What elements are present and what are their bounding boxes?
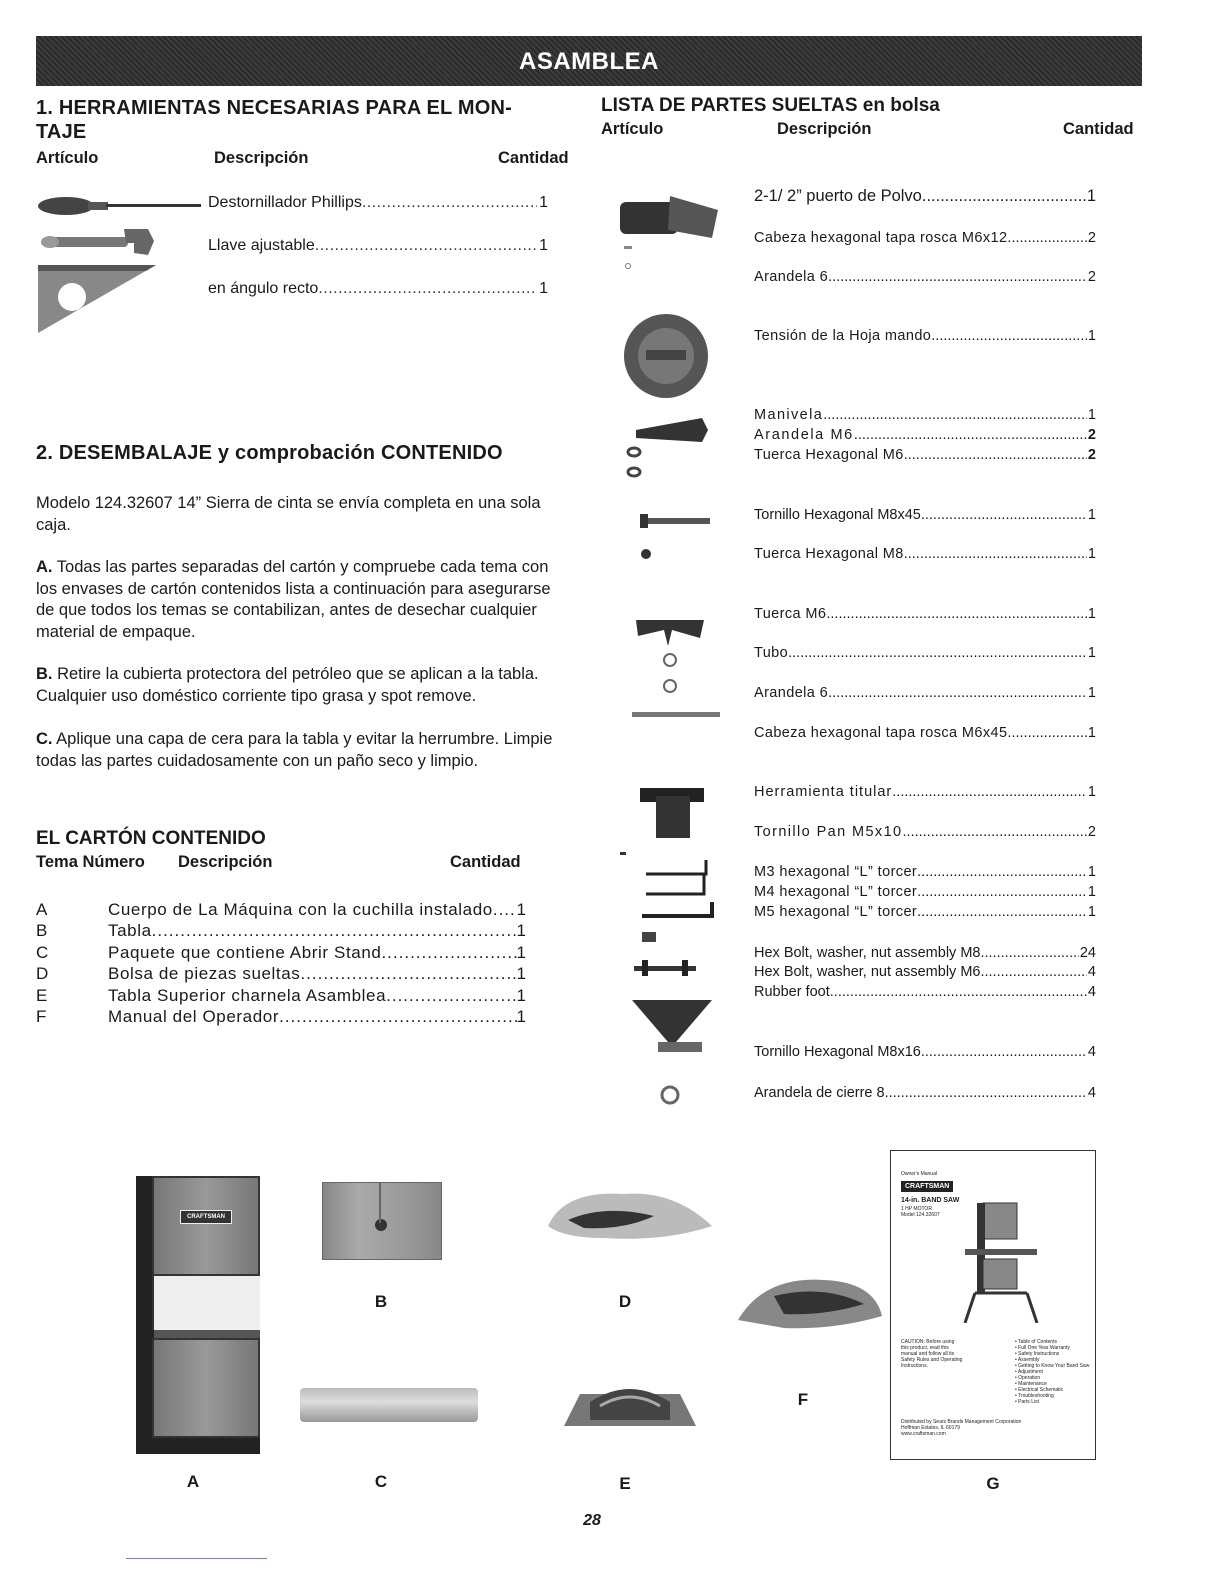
page-number: 28	[583, 1512, 601, 1529]
carton-row: F Manual del Operador ..... 1	[36, 1006, 526, 1027]
tools-list	[208, 194, 548, 323]
hex-bolt-icon	[640, 514, 710, 559]
parts-row: Arandela de cierre 8 ..... 4	[754, 1085, 1096, 1101]
manual-toc: • Table of Contents • Full One Year Warranty • Safety Instructions • Assembly • Getting to Know Your Band Saw • Adjustment • Operation • Maintenance • Electrical Schematic • Troubleshooting • Parts List	[1015, 1339, 1090, 1405]
parts-row: Arandela 6 ..... 2	[754, 269, 1096, 285]
parts-col-descripcion: Descripción	[777, 120, 872, 138]
crank-handle-icon	[628, 418, 708, 476]
parts-row: M4 hexagonal “L” torcer ..... 1	[754, 884, 1096, 900]
unpacking-section-title: 2. DESEMBALAJE y comprobación CONTENIDO	[36, 442, 503, 464]
tools-col-articulo: Artículo	[36, 149, 99, 167]
tool-row: Destornillador Phillips ..... 1	[208, 194, 548, 237]
parts-row: Manivela ..... 1	[754, 407, 1096, 423]
parts-row: Hex Bolt, washer, nut assembly M6 ..... 4	[754, 964, 1096, 980]
parts-row: Rubber foot ..... 4	[754, 984, 1096, 1000]
parts-row: Tensión de la Hoja mando ..... 1	[754, 328, 1096, 344]
tension-knob-icon	[624, 314, 708, 398]
tools-section-title	[36, 96, 512, 144]
parts-title: LISTA DE PARTES SUELTAS en bolsa	[601, 95, 940, 116]
bolt-assembly-icon	[634, 932, 696, 976]
carton-list	[36, 899, 526, 1027]
parts-row: Arandela M6 ..... 2	[754, 427, 1096, 443]
carton-row: C Paquete que contiene Abrir Stand ..... 1	[36, 942, 526, 963]
screwdriver-icon	[38, 197, 201, 215]
figure-label-e: E	[619, 1474, 631, 1493]
manual-product: 14-in. BAND SAW	[901, 1197, 960, 1204]
parts-row: Tornillo Hexagonal M8x16 ..... 4	[754, 1044, 1096, 1060]
parts-col-cantidad: Cantidad	[1063, 120, 1134, 138]
figure-label-c: C	[374, 1472, 388, 1491]
tool-row: en ángulo recto ..... 1	[208, 280, 548, 323]
wrench-icon	[41, 229, 154, 255]
carton-col-tema: Tema Número	[36, 853, 145, 871]
parts-row: M5 hexagonal “L” torcer ..... 1	[754, 904, 1096, 920]
parts-row: Tuerca Hexagonal M6 ..... 2	[754, 447, 1096, 463]
section-banner: ASAMBLEA	[36, 36, 1142, 86]
step-b-paragraph: B. Retire la cubierta protectora del petróleo que se aplican a la tabla. Cualquier uso doméstico corriente tipo grasa y spot remove.	[36, 665, 539, 705]
manual-saw-illustration	[961, 1193, 1051, 1323]
parts-row: Tubo ..... 1	[754, 645, 1096, 661]
figure-label-a: A	[186, 1472, 200, 1491]
parts-row: Herramienta titular ..... 1	[754, 784, 1096, 800]
parts-row: Cabeza hexagonal tapa rosca M6x45 ..... 1	[754, 725, 1096, 741]
parts-row: Tornillo Hexagonal M8x45 ..... 1	[754, 507, 1096, 523]
tools-col-cantidad: Cantidad	[498, 149, 569, 167]
figure-label-g: G	[986, 1474, 1000, 1493]
step-a-paragraph: A. Todas las partes separadas del cartón y compruebe cada tema con los envases de cartón contenidos lista a continuación para asegurarse de que todos los temas se contabilizan, antes de desechar cualquier material de empaque.	[36, 558, 551, 641]
owners-manual-figure: Owner's Manual CRAFTSMAN 14-in. BAND SAW 1 HP MOTOR Model 124.32607 CAUTION: Before using this product, read this manual and follow all its Safety Rules and Operating Instructions. • Table of Contents • Full One Year Warranty • Safety Instructions • Assembly • Getting to Know Your Band Saw • Adjustment • Operation • Maintenance • Electrical Schematic • Troubleshooting • Parts List Distributed by Sears Brands Management Corporation Hoffman Estates, IL 60179 www.craftsman.com	[890, 1150, 1096, 1460]
parts-row: Cabeza hexagonal tapa rosca M6x12 ..... 2	[754, 230, 1096, 246]
rubber-foot-icon	[632, 1000, 712, 1052]
figure-label-b: B	[374, 1292, 388, 1311]
carton-title: EL CARTÓN CONTENIDO	[36, 828, 266, 849]
manual-brand: CRAFTSMAN	[901, 1181, 953, 1192]
parts-illustrations	[612, 180, 722, 1110]
parts-row: Hex Bolt, washer, nut assembly M8 ..... 24	[754, 945, 1096, 961]
stand-package-figure	[300, 1388, 478, 1422]
carton-row: E Tabla Superior charnela Asamblea ..... 1	[36, 985, 526, 1006]
step-c-paragraph: C. Aplique una capa de cera para la tabla y evitar la herrumbre. Limpie todas las partes cuidadosamente con un paño seco y limpio.	[36, 730, 553, 770]
tool-row: Llave ajustable ..... 1	[208, 237, 548, 280]
hardware-bag-figure	[734, 1270, 884, 1332]
tools-title-line2: TAJE	[36, 121, 87, 143]
dust-port-icon	[620, 196, 718, 269]
parts-row: 2-1/ 2” puerto de Polvo ..... 1	[754, 187, 1096, 206]
intro-paragraph: Modelo 124.32607 14” Sierra de cinta se envía completa en una sola caja.	[36, 494, 541, 534]
table-trunnion-figure	[560, 1374, 700, 1430]
footnote-rule	[126, 1558, 267, 1559]
parts-row: Arandela 6 ..... 1	[754, 685, 1096, 701]
carton-row: A Cuerpo de La Máquina con la cuchilla instalado ..... 1	[36, 899, 526, 920]
carton-row: B Tabla ..... 1	[36, 920, 526, 941]
tool-holder-icon	[640, 788, 704, 838]
figure-label-f: F	[797, 1390, 809, 1409]
carton-row: D Bolsa de piezas sueltas ..... 1	[36, 963, 526, 984]
parts-row: Tuerca M6 ..... 1	[754, 606, 1096, 622]
lock-washer-icon	[662, 1087, 678, 1103]
tools-col-descripcion: Descripción	[214, 149, 309, 167]
parts-row: M3 hexagonal “L” torcer ..... 1	[754, 864, 1096, 880]
machine-body-figure	[136, 1176, 260, 1454]
carton-col-descripcion: Descripción	[178, 853, 273, 871]
wing-nut-icon	[632, 620, 720, 717]
figure-label-d: D	[618, 1292, 632, 1311]
parts-row: Tornillo Pan M5x10 ..... 2	[754, 824, 1096, 840]
hex-keys-icon	[620, 852, 712, 916]
parts-row: Tuerca Hexagonal M8 ..... 1	[754, 546, 1096, 562]
machine-brand-badge: CRAFTSMAN	[180, 1210, 232, 1224]
carton-col-cantidad: Cantidad	[450, 853, 521, 871]
parts-col-articulo: Artículo	[601, 120, 664, 138]
table-figure	[322, 1182, 442, 1260]
tools-illustrations	[36, 185, 206, 335]
tools-title-line1: 1. HERRAMIENTAS NECESARIAS PARA EL MON-	[36, 97, 512, 119]
parts-bag-figure	[544, 1186, 714, 1246]
square-icon	[38, 265, 156, 333]
